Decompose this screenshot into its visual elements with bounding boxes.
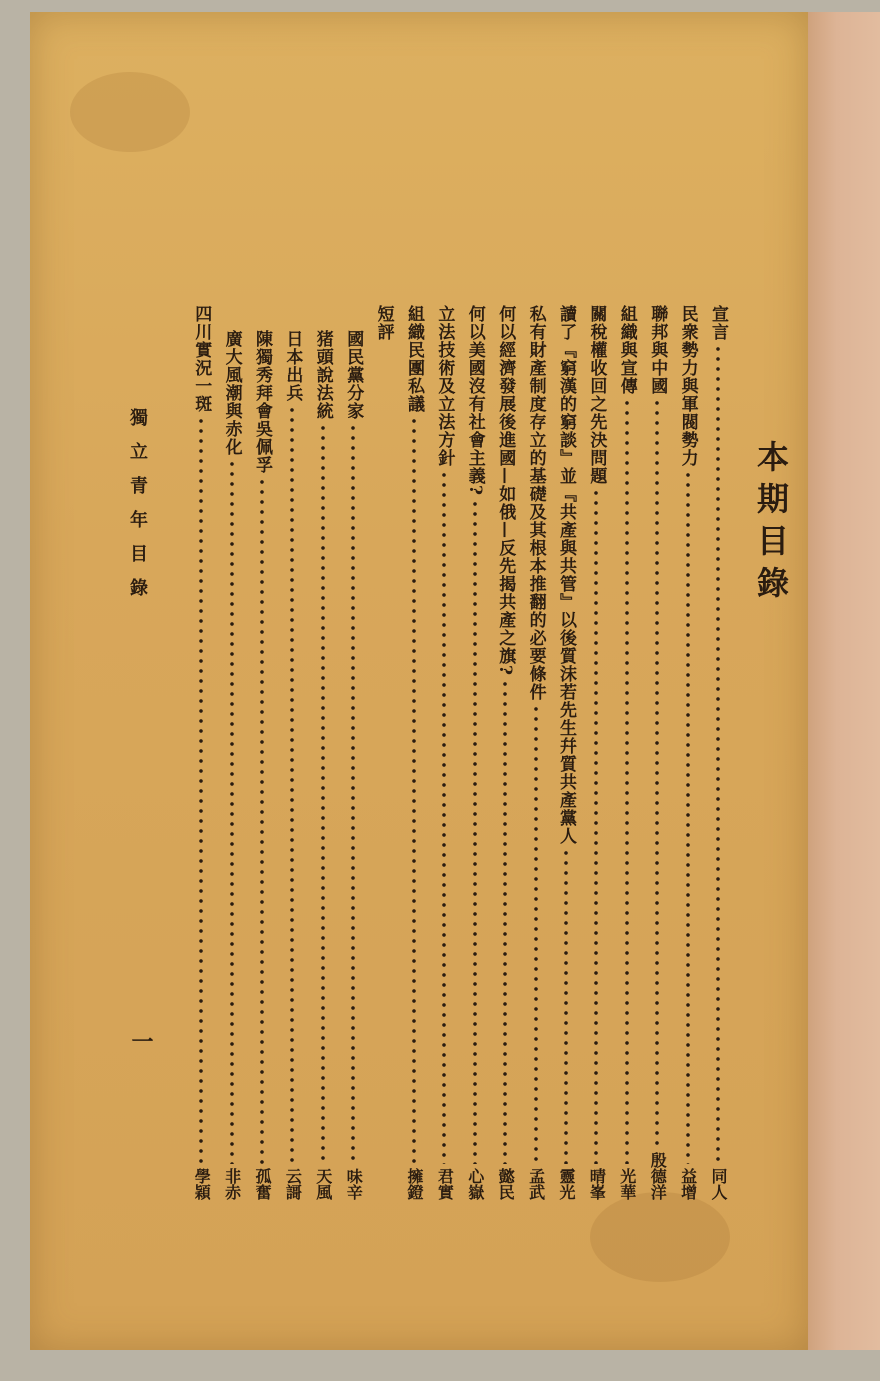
toc-entry-title: 宣言 (708, 305, 728, 341)
toc-entry-title: 短評 (373, 305, 394, 341)
toc-entry (584, 305, 608, 1200)
dot-leader (442, 470, 446, 1164)
toc-entry (493, 305, 517, 1200)
dot-leader (625, 398, 629, 1164)
paper-stain (70, 72, 190, 152)
toc-entry-author: 靈光 (557, 1168, 576, 1200)
toc-entry-title: 民衆勢力與軍閥勢力 (677, 305, 698, 467)
toc-entry (676, 305, 700, 1200)
dot-leader (260, 477, 264, 1164)
toc-entry-title: 猪頭說法統 (312, 330, 333, 420)
toc-entry (706, 305, 730, 1200)
toc-entry-author: 晴峯 (587, 1168, 607, 1200)
dot-leader (655, 398, 659, 1148)
toc-entry (250, 330, 274, 1200)
dot-leader (412, 416, 416, 1164)
toc-entry-author: 天風 (313, 1168, 333, 1200)
toc-entry (372, 305, 396, 341)
toc-entry (554, 305, 578, 1200)
toc-entry-title: 立法技術及立法方針 (434, 305, 455, 467)
toc-entry-title: 組織民團私議 (404, 305, 424, 413)
toc-entry (189, 305, 213, 1200)
dot-leader (230, 459, 234, 1164)
toc-entry-author: 懿民 (496, 1168, 516, 1200)
toc-entry-author: 心嶽 (465, 1168, 485, 1200)
dot-leader (686, 470, 690, 1164)
toc-entry-title: 讀了『窮漢的窮談』並『共產與共管』以後質沫若先生幷質共產黨人 (556, 305, 576, 845)
dot-leader (594, 488, 598, 1164)
toc-entry-title: 何以美國沒有社會主義? (464, 305, 485, 496)
toc-entry-author: 味辛 (344, 1168, 364, 1200)
toc-entry-title: 日本出兵 (282, 330, 303, 402)
page-title: 本期目錄 (752, 440, 790, 608)
toc-entry-title: 私有財產制度存立的基礎及其根本推翻的必要條件 (525, 305, 546, 701)
dot-leader (199, 416, 203, 1164)
dot-leader (503, 679, 507, 1164)
toc-entry-title: 聯邦與中國 (647, 305, 668, 395)
toc-entry (524, 305, 548, 1200)
toc-entry-title: 廣大風潮與赤化 (221, 330, 242, 456)
toc-entry-title: 四川實況一斑 (191, 305, 212, 413)
dot-leader (321, 423, 325, 1164)
toc-entry-author: 殷德洋 (648, 1152, 668, 1200)
toc-entry-author: 孟武 (526, 1168, 546, 1200)
toc-entry (432, 305, 456, 1200)
toc-entry (311, 330, 335, 1200)
paper-stain (590, 1192, 730, 1282)
toc-entry-author: 學穎 (192, 1168, 212, 1200)
dot-leader (716, 344, 720, 1164)
dot-leader (351, 423, 355, 1164)
adjacent-page-edge (808, 12, 880, 1350)
toc-entry-author: 云謌 (283, 1168, 303, 1200)
toc-entry-author: 益增 (678, 1168, 698, 1200)
toc-entry (463, 305, 487, 1200)
toc-entry (220, 330, 244, 1200)
running-footer: 獨立青年目錄 (127, 408, 148, 612)
toc-entry-title: 陳獨秀拜會吳佩孚 (252, 330, 272, 474)
toc-entry-author: 君實 (435, 1168, 455, 1200)
toc-entry-title: 組織與宣傳 (616, 305, 637, 395)
page-number: 一 (128, 1030, 154, 1052)
toc-entry (645, 305, 669, 1200)
toc-entry (341, 330, 365, 1200)
dot-leader (473, 499, 477, 1164)
toc-entry-author: 同人 (709, 1168, 728, 1200)
dot-leader (564, 848, 568, 1164)
toc-entry (615, 305, 639, 1200)
toc-entry-title: 何以經濟發展後進國—如俄—反先揭共產之旗? (495, 305, 516, 676)
toc-entry-title: 國民黨分家 (343, 330, 364, 420)
toc-entry-author: 擁鐙 (405, 1168, 424, 1200)
toc-entry (402, 305, 426, 1200)
toc-entry (280, 330, 304, 1200)
toc-entry-author: 非赤 (222, 1168, 242, 1200)
toc-entry-title: 關稅權收回之先決問題 (586, 305, 607, 485)
toc-entry-author: 孤奮 (253, 1168, 272, 1200)
dot-leader (290, 405, 294, 1164)
dot-leader (534, 704, 538, 1164)
toc-entry-author: 光華 (617, 1168, 637, 1200)
